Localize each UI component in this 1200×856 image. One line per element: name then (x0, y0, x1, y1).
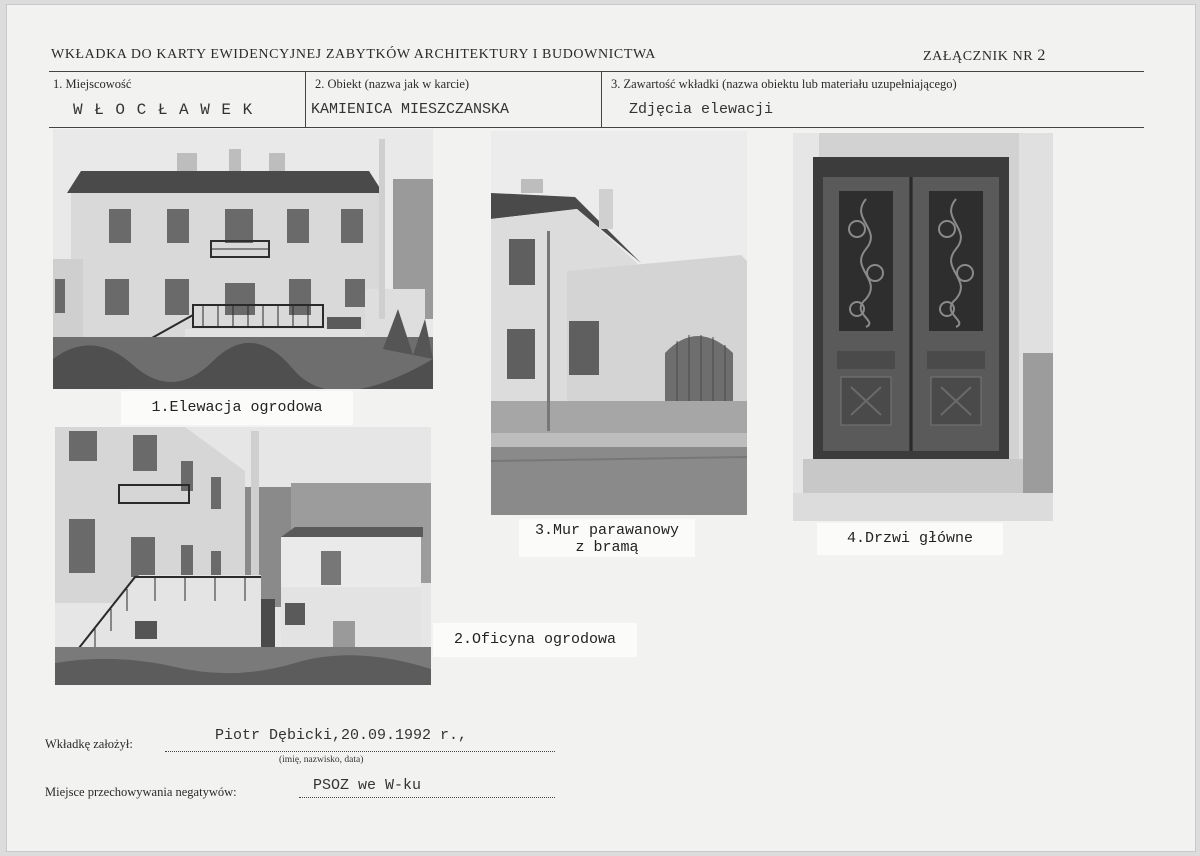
caption-screen-wall-gate-line2: z bramą (575, 539, 639, 556)
photo-garden-outbuilding (55, 427, 431, 685)
photo-screen-wall-gate (491, 131, 747, 515)
caption-garden-outbuilding: 2.Oficyna ogrodowa (433, 623, 637, 657)
object-value: KAMIENICA MIESZCZANSKA (311, 101, 510, 118)
caption-garden-elevation: 1.Elewacja ogrodowa (121, 391, 353, 425)
created-by-label: Wkładkę założył: (45, 737, 133, 751)
annex-label (923, 47, 1046, 65)
record-insert-sheet (6, 4, 1196, 852)
field-divider-2 (601, 71, 602, 127)
form-title: WKŁADKA DO KARTY EWIDENCYJNEJ ZABYTKÓW ARCHITEKTURY I BUDOWNICTWA (51, 47, 656, 62)
annex-label-text: ZAŁĄCZNIK NR (923, 49, 1034, 64)
photo-garden-elevation (53, 129, 433, 389)
created-by-value: Piotr Dębicki,20.09.1992 r., (215, 727, 468, 744)
caption-main-doors: 4.Drzwi główne (817, 523, 1003, 555)
object-label: 2. Obiekt (nazwa jak w karcie) (315, 77, 470, 91)
negatives-location-value: PSOZ we W-ku (313, 777, 422, 794)
photo-garden-elevation-image (53, 129, 433, 389)
photo-main-doors (793, 133, 1053, 521)
photo-garden-outbuilding-image (55, 427, 431, 685)
annex-number: 2 (1037, 47, 1046, 64)
negatives-location-label: Miejsce przechowywania negatywów: (45, 785, 237, 799)
negatives-location-line (299, 797, 555, 798)
caption-screen-wall-gate (519, 519, 695, 557)
content-value: Zdjęcia elewacji (629, 101, 774, 118)
place-value: W Ł O C Ł A W E K (73, 101, 254, 119)
field-divider-1 (305, 71, 306, 127)
caption-screen-wall-gate-line1: 3.Mur parawanowy (534, 522, 680, 539)
header-rule-top (49, 71, 1144, 72)
created-by-line (165, 751, 555, 752)
created-by-hint: (imię, nazwisko, data) (279, 755, 364, 765)
photo-main-doors-image (793, 133, 1053, 521)
content-label: 3. Zawartość wkładki (nazwa obiektu lub materiału uzupełniającego) (611, 77, 957, 91)
photo-screen-wall-gate-image (491, 131, 747, 515)
place-label: 1. Miejscowość (53, 77, 132, 91)
header-rule-bottom (49, 127, 1144, 128)
